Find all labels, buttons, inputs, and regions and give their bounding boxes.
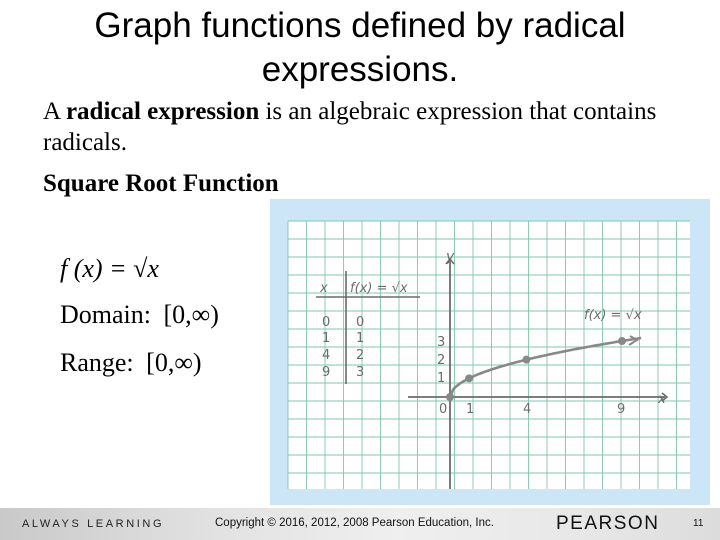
domain-label: Domain:	[60, 300, 151, 329]
table-header-x: x	[320, 281, 328, 296]
slide-title-line-1: Graph functions defined by radical	[94, 6, 626, 45]
section-heading: Square Root Function	[43, 170, 279, 197]
range-label: Range:	[60, 348, 134, 377]
y-tick-label: 1	[437, 371, 446, 386]
plotted-point	[446, 393, 454, 401]
table-cell-x: 4	[322, 348, 331, 363]
table-cell-x: 0	[322, 315, 331, 330]
x-axis-label: x	[658, 392, 666, 407]
footer-bar	[0, 508, 720, 540]
table-header-fx: f(x) = √x	[350, 281, 408, 296]
pearson-logo: PEARSON	[556, 513, 660, 534]
table-cell-x: 9	[322, 365, 331, 380]
table-cell-x: 1	[322, 331, 331, 346]
curve-label: f(x) = √x	[584, 308, 642, 323]
graph-svg	[270, 199, 710, 505]
slide-title-line-2: expressions.	[261, 50, 459, 89]
x-tick-label: 9	[617, 402, 626, 417]
plotted-point	[522, 356, 530, 364]
copyright-text: Copyright © 2016, 2012, 2008 Pearson Education, Inc.	[215, 517, 494, 529]
plotted-point	[618, 337, 626, 345]
y-tick-label: 3	[437, 335, 446, 350]
graph-paper	[288, 221, 690, 489]
intro-prefix: A	[43, 98, 66, 125]
table-cell-fx: 0	[356, 315, 365, 330]
intro-term: radical expression	[65, 98, 260, 125]
range-row	[60, 348, 202, 378]
x-tick-label: 1	[466, 402, 475, 417]
table-cell-fx: 1	[356, 331, 365, 346]
function-definition: f (x) = √x	[60, 254, 159, 283]
y-tick-label: 2	[437, 353, 446, 368]
slide-title	[0, 4, 720, 92]
intro-paragraph	[43, 96, 673, 158]
x-tick-label: 4	[523, 402, 532, 417]
table-cell-fx: 3	[356, 365, 365, 380]
plotted-point	[465, 374, 473, 382]
graph-figure	[270, 199, 710, 505]
intro-rest: is an algebraic expression that contains radicals.	[43, 98, 657, 156]
x-tick-label: 0	[439, 402, 448, 417]
y-axis-label: y	[446, 249, 455, 265]
domain-row	[60, 300, 219, 330]
table-cell-fx: 2	[356, 348, 365, 363]
domain-value: [0,∞)	[163, 300, 219, 329]
always-learning-tagline: ALWAYS LEARNING	[22, 518, 165, 530]
range-value: [0,∞)	[146, 348, 202, 377]
page-number: 11	[693, 518, 704, 529]
